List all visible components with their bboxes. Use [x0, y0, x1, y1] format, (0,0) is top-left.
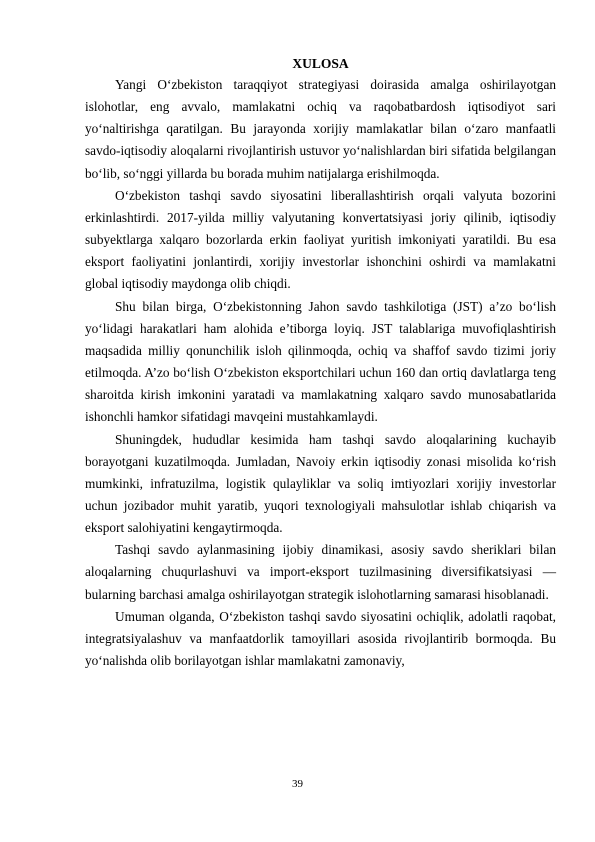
page-number: 39	[292, 778, 303, 790]
paragraph-3: Shu bilan birga, O‘zbekistonning Jahon savdo tashkilotiga (JST) a’zo bo‘lish yo‘lidagi harakatlari ham alohida e’tiborga loyiq. JST talablariga muvofiqlashtirish maqsadida milliy qonunchilik isloh qilinmoqda, ochiq va shaffof savdo tizimi joriy etilmoqda. A’zo bo‘lish O‘zbekiston eksportchilari uchun 160 dan ortiq davlatlarga teng sharoitda kirish imkonini yaratadi va mamlakatning xalqaro savdo munosabatlarida ishonchli hamkor sifatidagi mavqeini mustahkamlaydi.	[85, 298, 556, 425]
paragraph-5: Tashqi savdo aylanmasining ijobiy dinamikasi, asosiy savdo sheriklari bilan aloqalarning chuqurlashuvi va import-eksport tuzilmasining diversifikatsiyasi — bularning barchasi amalga oshirilayotgan strategik islohotlarning samarasi hisoblanadi.	[85, 542, 556, 602]
paragraph-1: Yangi O‘zbekiston taraqqiyot strategiyasi doirasida amalga oshirilayotgan islohotlar, eng avvalo, mamlakatni ochiq va raqobatbardosh iqtisodiyot sari yo‘naltirishga qaratilgan. Bu jarayonda xorijiy mamlakatlar bilan o‘zaro manfaatli savdo-iqtisodiy aloqalarni rivojlantirish ustuvor yo‘nalishlardan biri sifatida belgilangan bo‘lib, so‘nggi yillarda bu borada muhim natijalarga erishilmoqda.	[85, 77, 556, 181]
paragraph-2: O‘zbekiston tashqi savdo siyosatini liberallashtirish orqali valyuta bozorini erkinlashtirdi. 2017-yilda milliy valyutaning konvertatsiyasi joriy qilinib, iqtisodiy subyektlarga xalqaro bozorlarda erkin faoliyat yuritish imkoniyati yaratildi. Bu esa eksport faoliyatini jonlantirdi, xorijiy investorlar ishonchini oshirdi va mamlakatni global iqtisodiy maydonga olib chiqdi.	[85, 187, 556, 292]
document-page	[85, 56, 556, 672]
paragraph-4: Shuningdek, hududlar kesimida ham tashqi savdo aloqalarining kuchayib borayotgani kuzatilmoqda. Jumladan, Navoiy erkin iqtisodiy zonasi misolida ko‘rish mumkinki, infratuzilma, logistik qulayliklar va soliq imtiyozlari xorijiy investorlar uchun jozibador muhit yaratib, yuqori texnologiyali mahsulotlar ishlab chiqarish va eksport salohiyatini kengaytirmoqda.	[85, 431, 556, 536]
document-title: XULOSA	[292, 56, 349, 71]
paragraph-6: Umuman olganda, O‘zbekiston tashqi savdo siyosatini ochiqlik, adolatli raqobat, integratsiyalashuv va manfaatdorlik tamoyillari asosida rivojlantirib bormoqda. Bu yo‘nalishda olib borilayotgan ishlar mamlakatni zamonaviy,	[85, 608, 556, 669]
